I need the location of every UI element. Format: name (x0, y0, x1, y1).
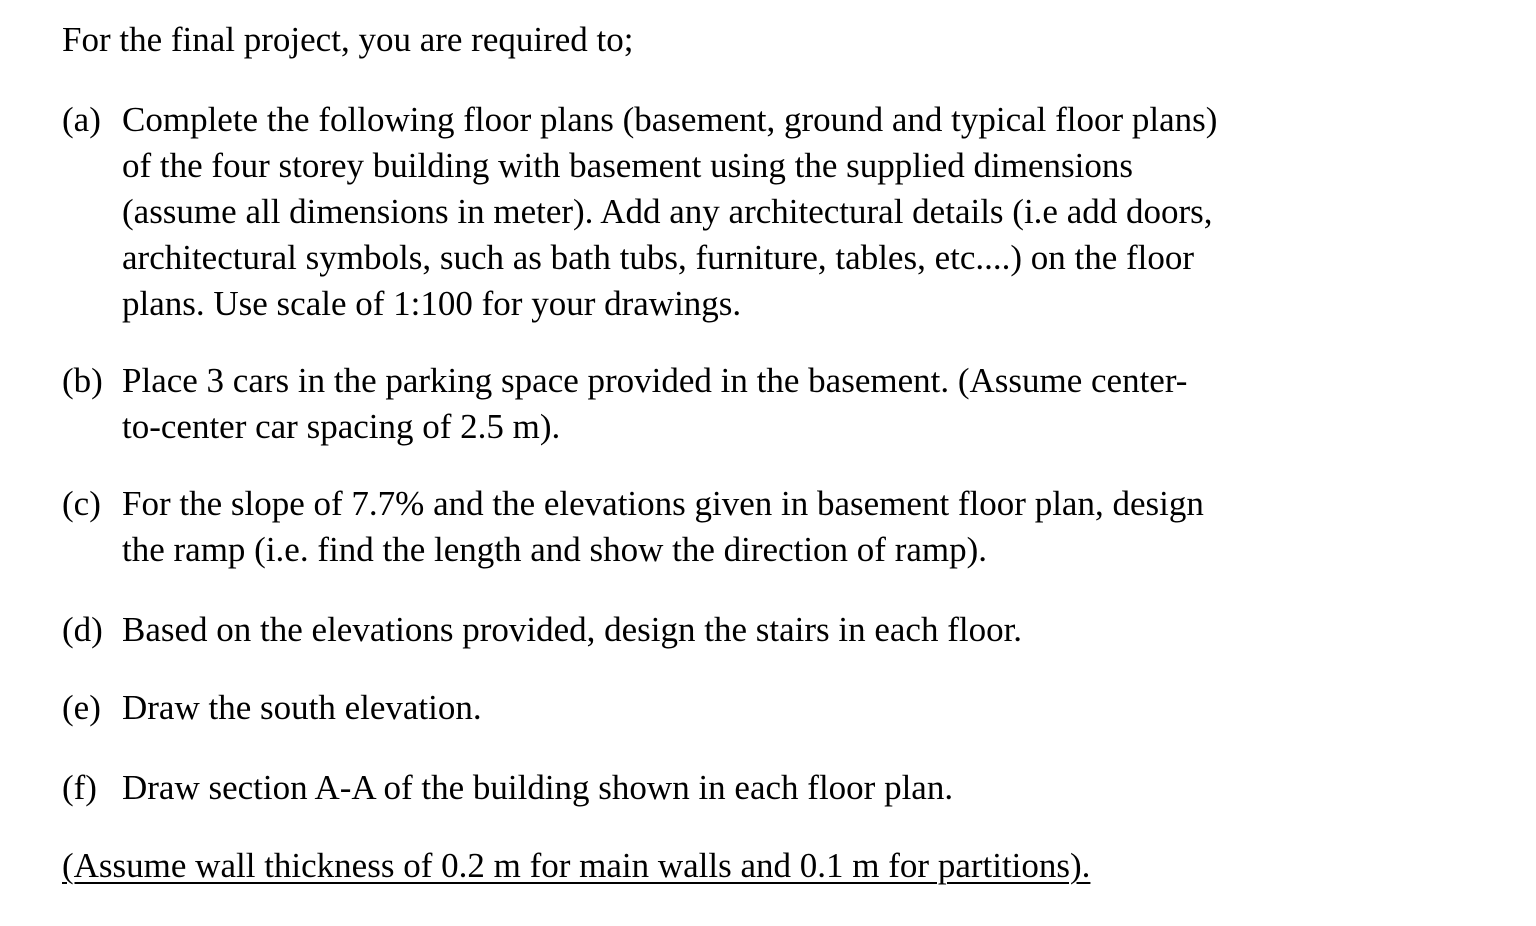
item-line: Draw section A-A of the building shown in each floor plan. (122, 768, 954, 807)
item-text (122, 607, 1422, 653)
item-line: Place 3 cars in the parking space provided in the basement. (Assume center- (122, 361, 1188, 400)
item-text (122, 481, 1422, 573)
item-line: Based on the elevations provided, design the stairs in each floor. (122, 610, 1023, 649)
item-text (122, 685, 1422, 731)
item-label: (b) (62, 361, 103, 400)
intro-paragraph: For the final project, you are required to; (62, 20, 634, 59)
wall-thickness-note: (Assume wall thickness of 0.2 m for main walls and 0.1 m for partitions). (62, 846, 1091, 885)
item-label: (a) (62, 100, 101, 139)
item-line: Draw the south elevation. (122, 688, 482, 727)
item-line: of the four storey building with basement using the supplied dimensions (122, 146, 1133, 185)
list-item-b (62, 358, 1422, 450)
item-label: (c) (62, 484, 101, 523)
item-label: (d) (62, 610, 103, 649)
item-label: (f) (62, 768, 97, 807)
item-line: Complete the following floor plans (basement, ground and typical floor plans) (122, 100, 1218, 139)
item-label: (e) (62, 688, 101, 727)
item-line: For the slope of 7.7% and the elevations given in basement floor plan, design (122, 484, 1204, 523)
list-item-e (62, 685, 1422, 731)
item-text (122, 765, 1422, 811)
list-item-f (62, 765, 1422, 811)
list-item-d (62, 607, 1422, 653)
list-item-c (62, 481, 1422, 573)
item-line: (assume all dimensions in meter). Add any architectural details (i.e add doors, (122, 192, 1213, 231)
item-line: to-center car spacing of 2.5 m). (122, 407, 561, 446)
item-line: plans. Use scale of 1:100 for your drawings. (122, 284, 742, 323)
item-line: the ramp (i.e. find the length and show the direction of ramp). (122, 530, 988, 569)
list-item-a (62, 97, 1422, 327)
item-text (122, 358, 1422, 450)
item-line: architectural symbols, such as bath tubs, furniture, tables, etc....) on the floor (122, 238, 1195, 277)
item-text (122, 97, 1422, 327)
